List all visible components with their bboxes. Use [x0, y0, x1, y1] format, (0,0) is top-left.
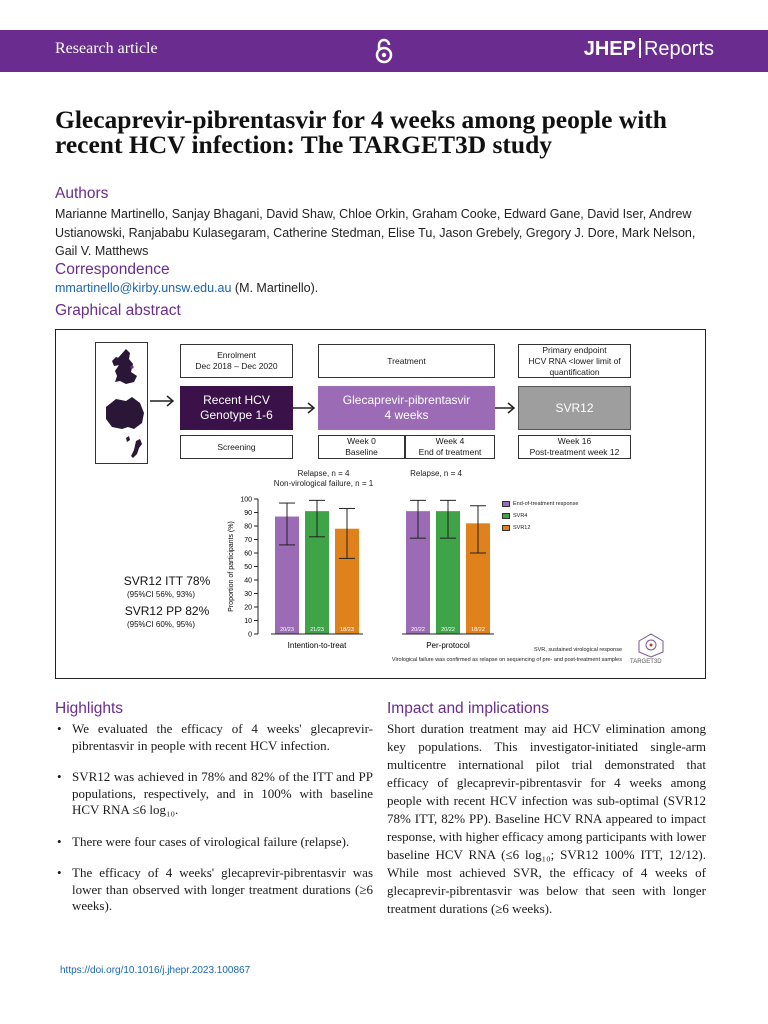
impact-section	[387, 700, 706, 918]
itt-annotation: Relapse, n = 4 Non-virological failure, n = 1	[273, 469, 374, 488]
y-tick-label: 20	[244, 604, 252, 612]
chart-legend	[502, 501, 578, 537]
enrolment-box: Enrolment Dec 2018 – Dec 2020	[180, 344, 293, 378]
legend-swatch	[502, 513, 510, 519]
y-axis-label: Proportion of participants (%)	[228, 521, 235, 612]
pp-annotation: Relapse, n = 4	[410, 469, 462, 478]
svr12-box: SVR12	[518, 386, 631, 430]
open-access-icon	[372, 37, 396, 65]
author-list: Marianne Martinello, Sanjay Bhagani, David Shaw, Chloe Orkin, Graham Cooke, Edward Gane, David Iser, Andrew Ustianowski, Ranjababu Kulasegaram, Catherine Stedman, Elise Tu, Jason Grebely, Gregory J. Dore, Mark Nelson, Gail V. Matthews	[55, 207, 696, 258]
legend-label: SVR4	[513, 513, 528, 519]
arrow-icon	[293, 402, 319, 414]
y-tick-label: 90	[244, 510, 252, 517]
impact-text: Short duration treatment may aid HCV elimination among key populations. This investigator-initiated single-arm multicentre international pilot trial demonstrated that efficacy of glecaprevir-pibrentasvir for 4 weeks among people with recent HCV infection was sub-optimal (SVR12 78% ITT, 82% PP). Baseline HCV RNA appeared to impact response, with higher efficacy among participants with lower baseline HCV RNA (≤6 log₁₀; SVR12 100% ITT, 12/12). While most achieved SVR, the efficacy of 4 weeks of glecaprevir-pibrentasvir was below that seen with longer treatment durations (≥6 weeks).	[387, 721, 706, 916]
highlights-heading: Highlights	[55, 700, 124, 717]
week0-box: Week 0 Baseline	[318, 435, 405, 459]
legend-label: SVR12	[513, 525, 531, 531]
article-type: Research article	[55, 40, 158, 57]
footnote-failure: Virological failure was confirmed as relapse on sequencing of pre- and post-treatment samples	[391, 657, 622, 663]
impact-heading: Impact and implications	[387, 700, 549, 717]
screening-box: Screening	[180, 435, 293, 459]
drug-box: Glecaprevir-pibrentasvir 4 weeks	[318, 386, 495, 430]
y-tick-label: 10	[244, 618, 252, 625]
legend-item	[502, 501, 578, 507]
bar-label: 18/22	[471, 627, 485, 633]
y-tick-label: 50	[244, 564, 252, 571]
map-panel	[95, 342, 148, 464]
footnote-svr: SVR, sustained virological response	[533, 647, 622, 653]
y-tick-label: 100	[240, 496, 252, 504]
authors-heading: Authors	[55, 185, 109, 202]
journal-header	[0, 30, 768, 72]
world-map-icon	[96, 343, 149, 465]
correspondence-heading: Correspondence	[55, 261, 170, 278]
legend-item	[502, 513, 578, 519]
bar-label: 20/22	[441, 627, 455, 633]
arrow-icon	[150, 395, 178, 407]
bar-label: 18/23	[340, 627, 354, 633]
bar-label: 20/23	[280, 627, 294, 633]
legend-label: End-of-treatment response	[513, 501, 579, 507]
email-link[interactable]: mmartinello@kirby.unsw.edu.au	[55, 281, 232, 295]
svr-summary: SVR12 ITT 78% (95%CI 56%, 93%) SVR12 PP 82% (95%CI 60%, 95%)	[123, 574, 211, 629]
doi-link[interactable]: https://doi.org/10.1016/j.jhepr.2023.100867	[60, 965, 251, 976]
legend-item	[502, 525, 578, 531]
bar-label: 20/22	[411, 627, 425, 633]
list-item: • There were four cases of virological failure (relapse).	[55, 834, 373, 851]
list-item: • SVR12 was achieved in 78% and 82% of the ITT and PP populations, respectively, and in 100% with baseline HCV RNA ≤6 log₁₀.	[55, 769, 373, 819]
y-tick-label: 60	[244, 550, 252, 558]
week16-box: Week 16 Post-treatment week 12	[518, 435, 631, 459]
graphical-abstract-heading: Graphical abstract	[55, 302, 181, 319]
x-group-label: Per-protocol	[426, 641, 470, 650]
graphical-abstract	[55, 329, 706, 679]
arrow-icon	[495, 402, 519, 414]
target3d-logo-text: TARGET3D	[630, 659, 662, 665]
y-tick-label: 40	[244, 577, 252, 585]
y-tick-label: 70	[244, 537, 252, 544]
x-group-label: Intention-to-treat	[287, 641, 347, 650]
highlights-list	[55, 721, 373, 915]
highlights-section	[55, 700, 373, 930]
endpoint-box: Primary endpoint HCV RNA <lower limit of quantification	[518, 344, 631, 378]
list-item: • We evaluated the efficacy of 4 weeks' glecaprevir-pibrentasvir in people with recent HCV infection.	[55, 721, 373, 754]
bar-label: 21/23	[310, 627, 324, 633]
legend-swatch	[502, 525, 510, 531]
journal-brand: JHEP Reports	[583, 38, 714, 60]
treatment-box: Treatment	[318, 344, 495, 378]
efficacy-bar-chart	[216, 490, 516, 655]
week4-box: Week 4 End of treatment	[405, 435, 495, 459]
recent-hcv-box: Recent HCV Genotype 1-6	[180, 386, 293, 430]
y-tick-label: 30	[244, 591, 252, 598]
legend-swatch	[502, 501, 510, 507]
correspondence-line: mmartinello@kirby.unsw.edu.au (M. Martinello).	[55, 281, 319, 295]
y-tick-label: 0	[248, 631, 252, 639]
target3d-logo-icon	[636, 632, 666, 658]
y-tick-label: 80	[244, 523, 252, 531]
article-title: Glecaprevir-pibrentasvir for 4 weeks among people with recent HCV infection: The TARGET3D study	[55, 105, 667, 159]
list-item: • The efficacy of 4 weeks' glecaprevir-pibrentasvir was lower than observed with longer treatment durations (≥6 weeks).	[55, 865, 373, 915]
